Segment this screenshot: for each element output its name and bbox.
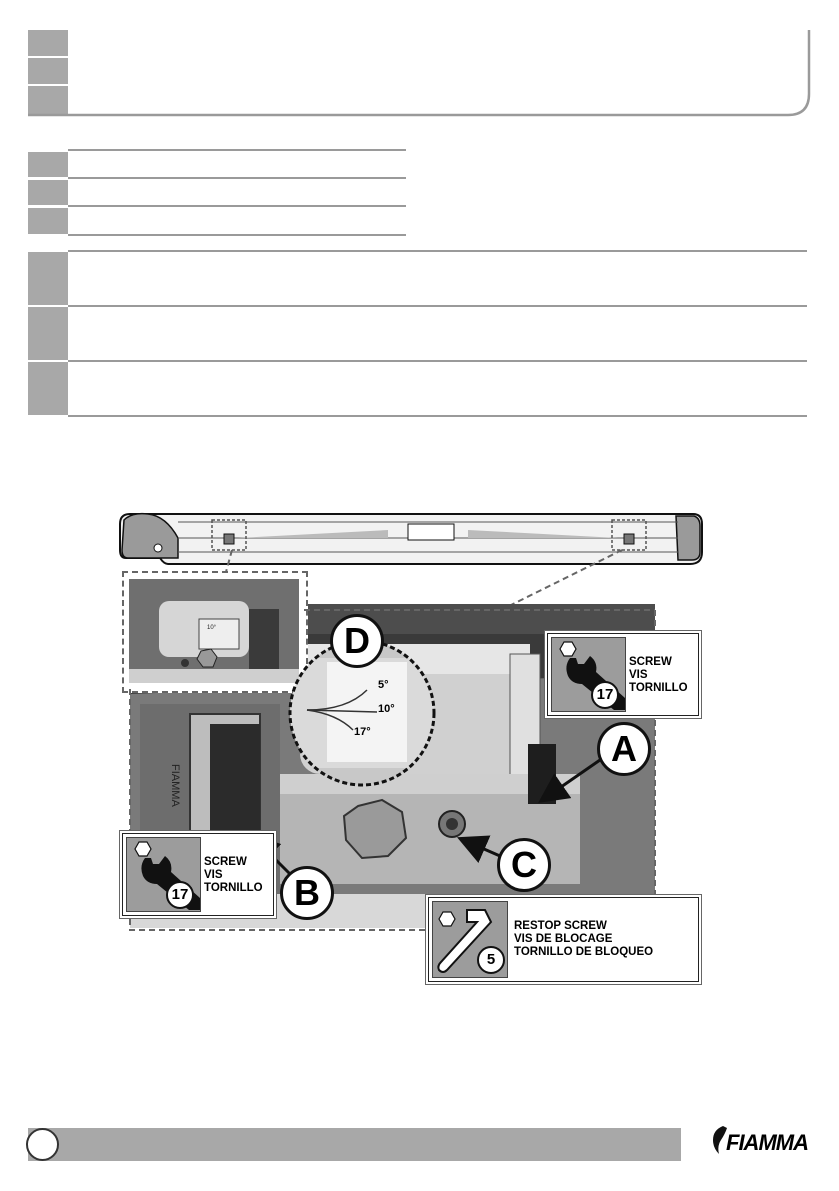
allen-size-badge: 5: [477, 946, 505, 974]
wrench-size-badge: 17: [166, 881, 194, 909]
svg-text:10°: 10°: [207, 625, 217, 631]
tool-a-line-2: VIS: [629, 669, 648, 681]
footer-brand: FIAMMA: [726, 1130, 808, 1155]
callout-b: B: [280, 866, 334, 920]
footer-bar: [28, 1128, 681, 1161]
wrench-icon: [126, 837, 201, 912]
tool-a-line-1: SCREW: [629, 656, 672, 668]
scale-label-5: 5°: [378, 679, 389, 691]
wrench-icon: [551, 637, 626, 712]
callout-a: A: [597, 722, 651, 776]
tool-restop-line-3: TORNILLO DE BLOQUEO: [514, 946, 654, 958]
wrench-size-badge: 17: [591, 681, 619, 709]
scale-label-10: 10°: [378, 703, 395, 715]
svg-text:FIAMMA: FIAMMA: [169, 764, 181, 807]
tool-restop-line-1: RESTOP SCREW: [514, 920, 607, 932]
tool-b-line-1: SCREW: [204, 856, 247, 868]
tool-b-line-3: TORNILLO: [204, 882, 263, 894]
tool-a-line-3: TORNILLO: [629, 682, 688, 694]
tool-restop-line-2: VIS DE BLOCAGE: [514, 933, 613, 945]
tool-box-screw-a: [547, 633, 699, 716]
callout-d: D: [330, 614, 384, 668]
callout-c: C: [497, 838, 551, 892]
page-number-circle: [26, 1128, 59, 1161]
tool-box-restop: [428, 897, 699, 982]
allen-key-icon: [432, 901, 508, 978]
scale-label-17: 17°: [354, 726, 371, 738]
tool-b-line-2: VIS: [204, 869, 223, 881]
fiamma-logo: [709, 1124, 813, 1160]
tool-box-screw-b: [122, 833, 274, 916]
